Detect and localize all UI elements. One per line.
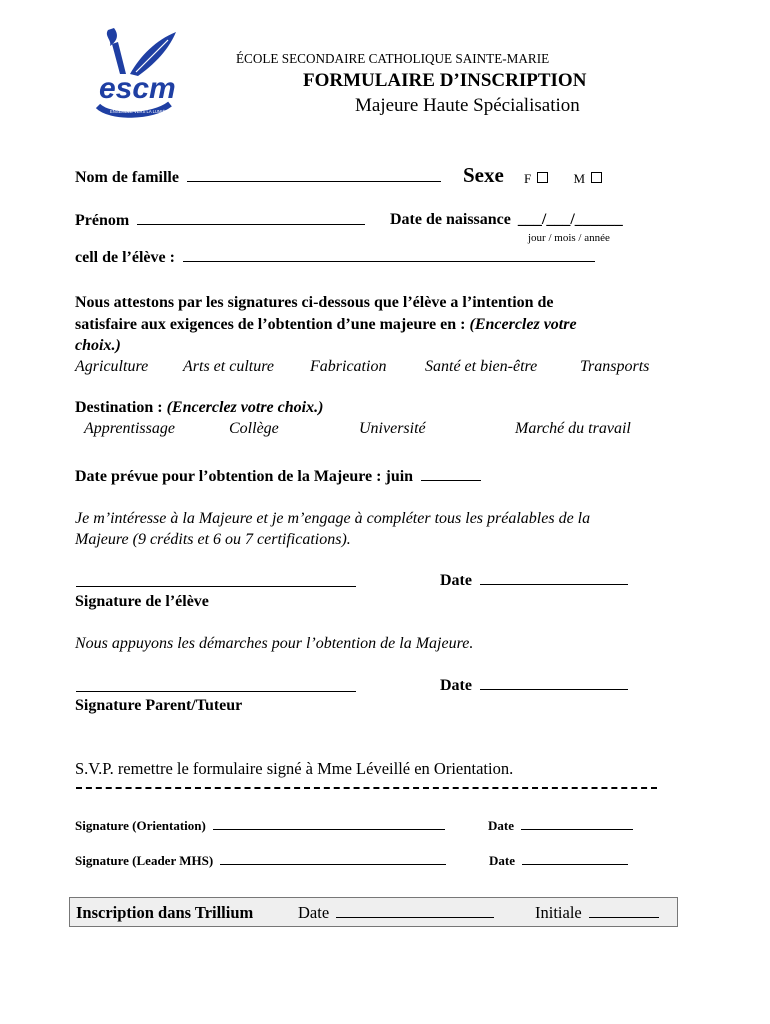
leader-date-field[interactable] [522, 853, 628, 865]
prenom-field[interactable] [137, 211, 365, 225]
date-parent-field[interactable] [480, 676, 628, 690]
leader-signature-field[interactable] [220, 853, 446, 865]
majeure-option[interactable]: Arts et culture [183, 358, 274, 375]
sexe-m-checkbox[interactable] [591, 172, 602, 183]
dob-hint: jour / mois / année [528, 232, 610, 244]
destination-label: Destination : [75, 399, 163, 416]
nom-field[interactable] [187, 168, 441, 182]
orientation-date-field[interactable] [521, 818, 633, 830]
destination-option[interactable]: Marché du travail [515, 420, 631, 437]
attest-line-2-text: satisfaire aux exigences de l’obtention d’une majeure en : [75, 316, 466, 333]
orientation-date-row [488, 818, 633, 834]
trillium-label: Inscription dans Trillium [76, 903, 254, 922]
date-eleve-label: Date [440, 572, 472, 589]
sexe-f-checkbox[interactable] [537, 172, 548, 183]
signature-eleve-line[interactable] [76, 574, 356, 587]
dob-label: Date de naissance [390, 211, 511, 228]
orientation-row [75, 818, 445, 834]
destination-hint: (Encerclez votre choix.) [166, 399, 324, 416]
date-prevue-label: Date prévue pour l’obtention de la Majeure : juin [75, 468, 414, 485]
trillium-initiale-field[interactable] [589, 904, 659, 918]
cut-line-divider [76, 787, 657, 789]
destination-row [75, 399, 323, 417]
form-subtitle: Majeure Haute Spécialisation [355, 95, 580, 116]
destination-option[interactable]: Collège [229, 420, 279, 437]
trillium-initiale-row [535, 903, 659, 923]
date-prevue-field[interactable] [421, 467, 481, 481]
trillium-date-row [298, 903, 494, 923]
attest-line-3: choix.) [75, 337, 121, 354]
attest-line-2-hint: (Encerclez votre [469, 316, 577, 333]
sexe-label: Sexe [463, 163, 504, 187]
majeure-option[interactable]: Fabrication [310, 358, 387, 375]
dob-row [390, 211, 623, 229]
date-prevue-row [75, 467, 481, 486]
appui-text: Nous appuyons les démarches pour l’obtention de la Majeure. [75, 635, 474, 652]
leader-date-row [489, 853, 628, 869]
logo-motto: ENSEMBLE VERS LA LUMIÈRE [110, 109, 172, 114]
trillium-date-label: Date [298, 903, 330, 922]
cell-label: cell de l’élève : [75, 249, 175, 266]
remettre-text: S.V.P. remettre le formulaire signé à Mme Léveillé en Orientation. [75, 759, 514, 778]
logo-text: escm [99, 72, 176, 105]
cell-row [75, 248, 595, 267]
signature-eleve-label: Signature de l’élève [75, 593, 209, 610]
signature-parent-line[interactable] [76, 679, 356, 692]
sexe-m-label: M [573, 171, 586, 186]
majeure-option[interactable]: Santé et bien-être [425, 358, 538, 375]
school-name: ÉCOLE SECONDAIRE CATHOLIQUE SAINTE-MARIE [236, 51, 550, 66]
nom-row [75, 168, 441, 187]
sexe-f-label: F [524, 171, 532, 186]
orientation-date-label: Date [488, 818, 514, 833]
signature-parent-label: Signature Parent/Tuteur [75, 697, 243, 714]
trillium-date-field[interactable] [336, 904, 494, 918]
orientation-signature-field[interactable] [213, 818, 445, 830]
trillium-initiale-label: Initiale [535, 903, 582, 922]
leader-row [75, 853, 446, 869]
engagement-line-1: Je m’intéresse à la Majeure et je m’engage à compléter tous les préalables de la [75, 510, 591, 527]
prenom-row [75, 211, 365, 230]
cell-field[interactable] [183, 248, 595, 262]
majeure-option[interactable]: Agriculture [75, 358, 149, 375]
majeure-option[interactable]: Transports [580, 358, 650, 375]
orientation-label: Signature (Orientation) [75, 818, 206, 833]
destination-option[interactable]: Apprentissage [84, 420, 175, 437]
dob-field[interactable]: ___/___/______ [517, 211, 623, 228]
nom-label: Nom de famille [75, 169, 179, 186]
date-parent-label: Date [440, 677, 472, 694]
leader-label: Signature (Leader MHS) [75, 853, 214, 868]
date-eleve-row [440, 571, 628, 590]
destination-option[interactable]: Université [359, 420, 426, 437]
prenom-label: Prénom [75, 212, 130, 229]
attest-line-1: Nous attestons par les signatures ci-dessous que l’élève a l’intention de [75, 294, 554, 311]
engagement-line-2: Majeure (9 crédits et 6 ou 7 certifications). [75, 531, 351, 548]
date-eleve-field[interactable] [480, 571, 628, 585]
date-parent-row [440, 676, 628, 695]
school-logo [90, 26, 186, 122]
form-title: FORMULAIRE D’INSCRIPTION [303, 70, 587, 91]
leader-date-label: Date [489, 853, 515, 868]
sexe-options [524, 171, 602, 187]
attest-line-2 [75, 316, 577, 334]
